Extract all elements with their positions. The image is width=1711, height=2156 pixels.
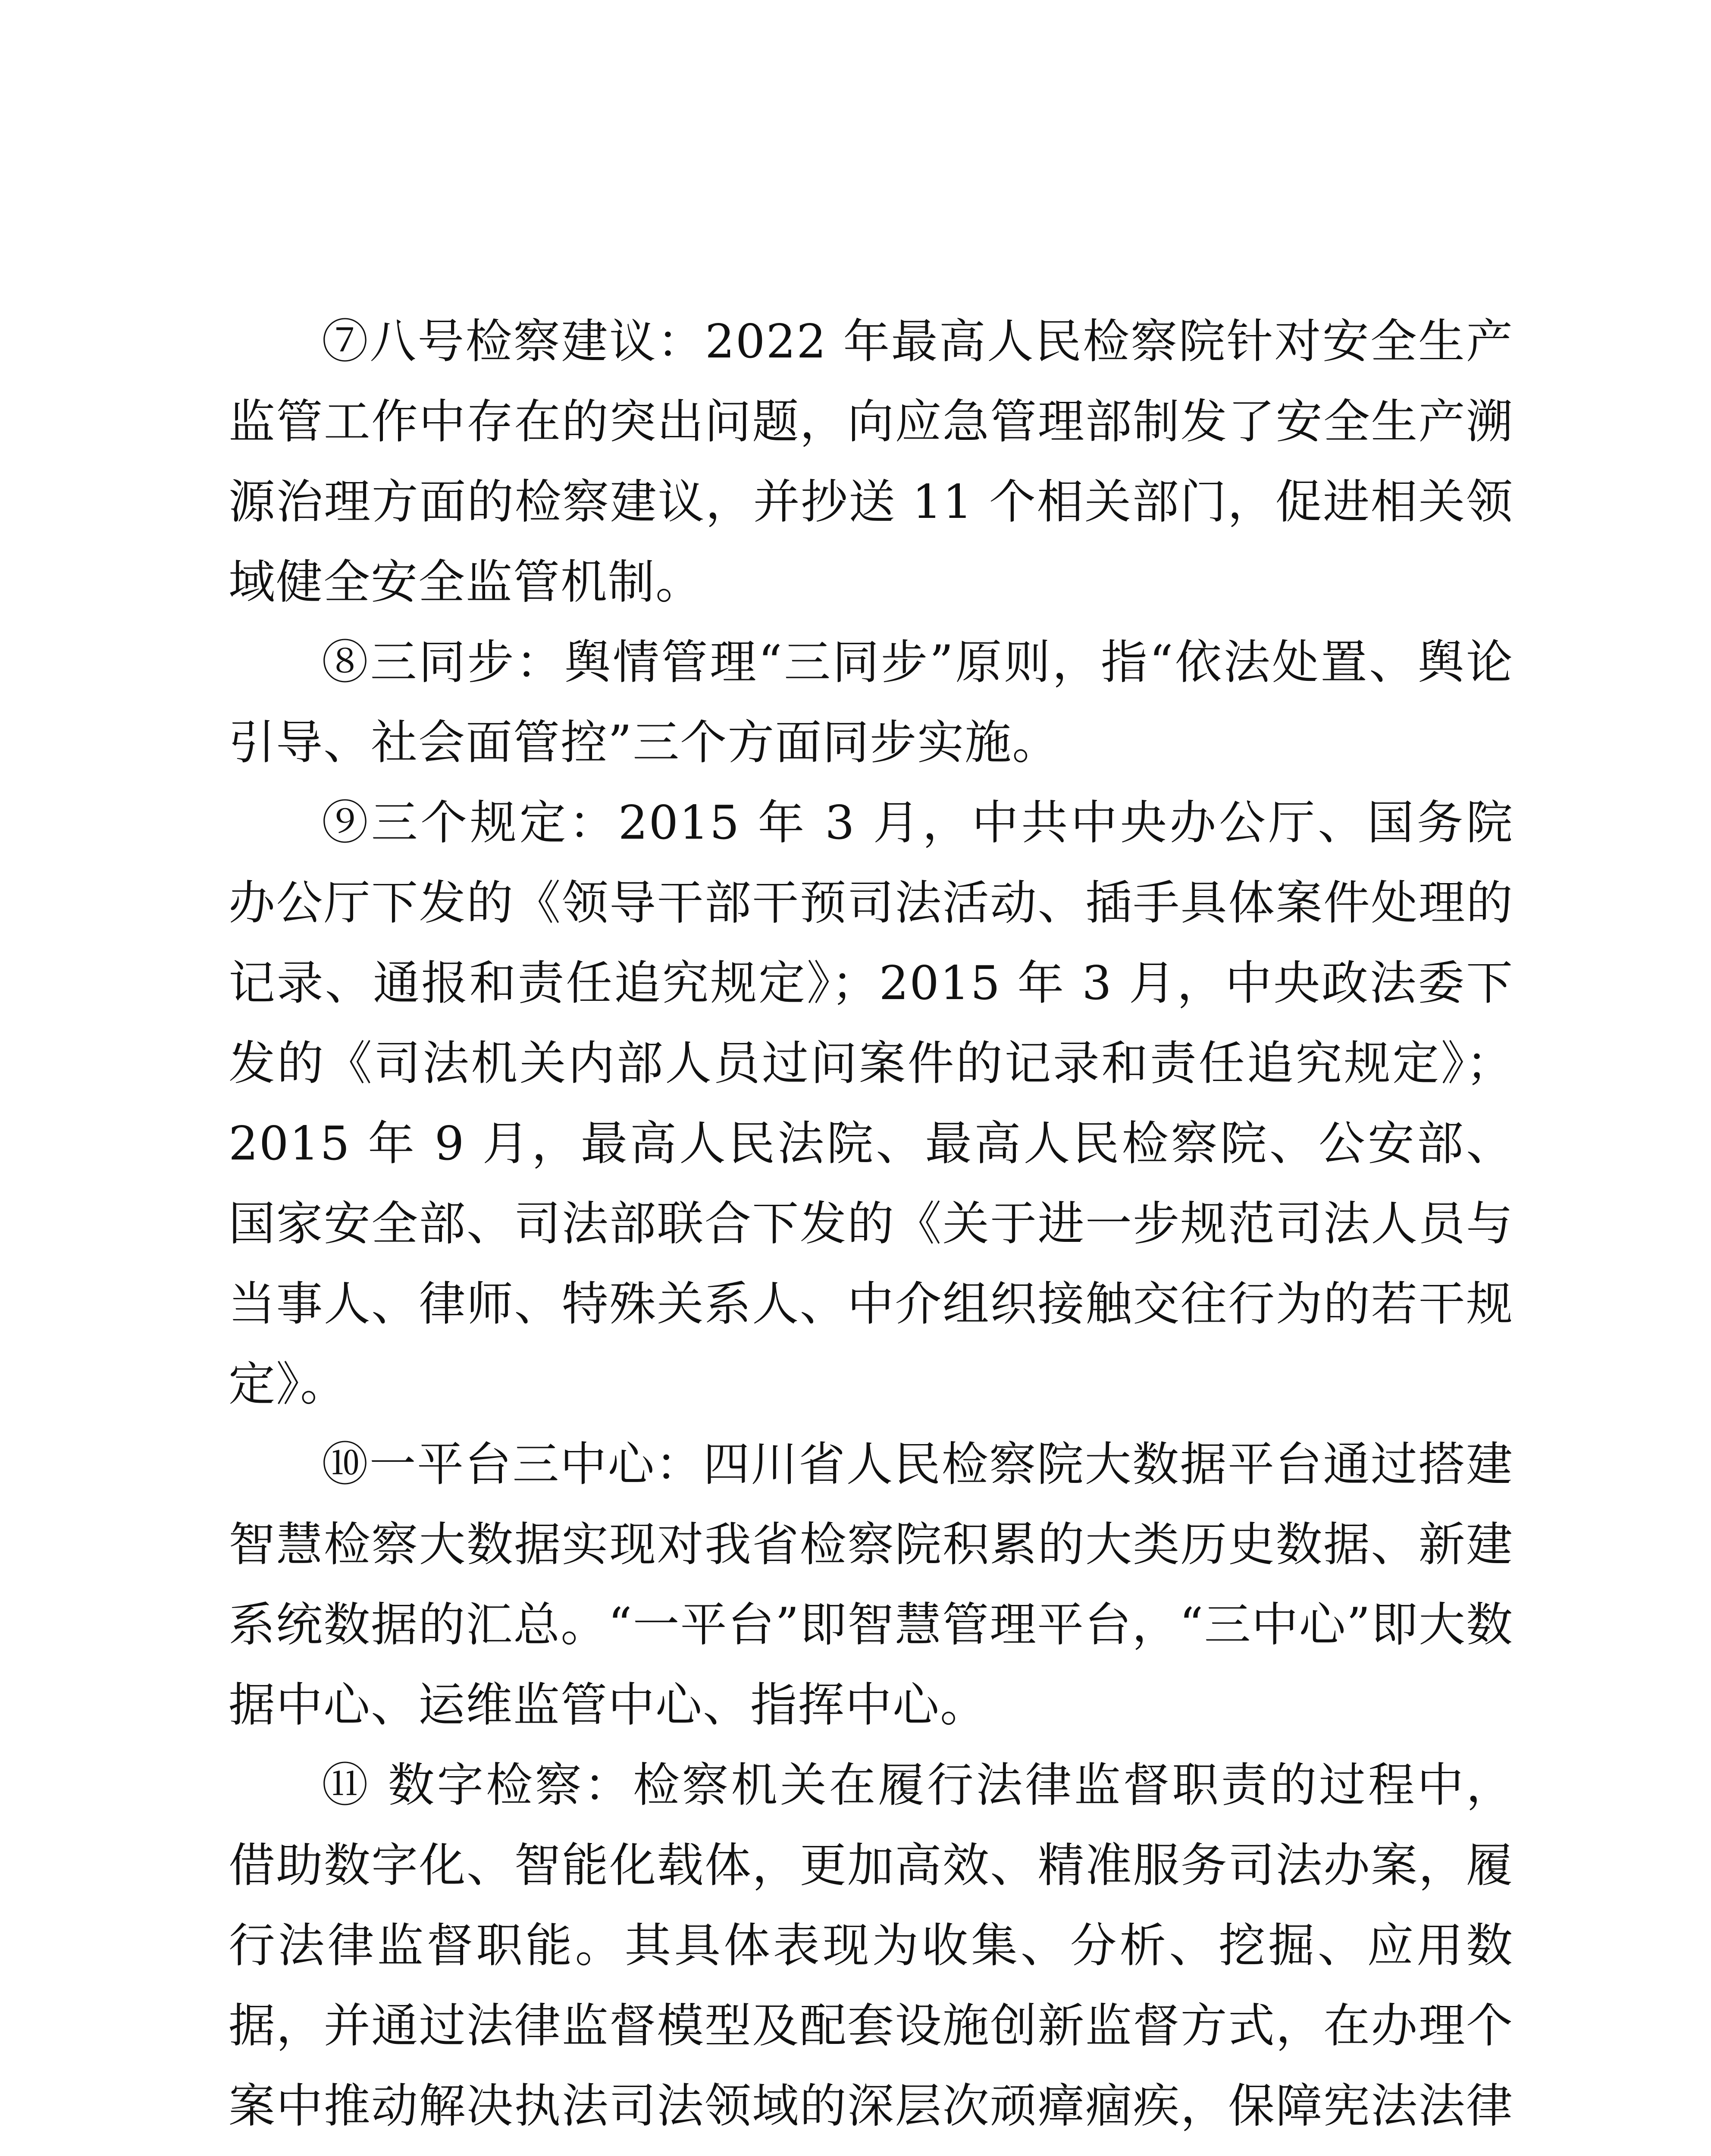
paragraph-note-10: ⑩一平台三中心：四川省人民检察院大数据平台通过搭建智慧检察大数据实现对我省检察院积累的大类历史数据、新建系统数据的汇总。“一平台”即智慧管理平台，“三中心”即大数据中心、运维监管中心、指挥中心。: [229, 1438, 1514, 1732]
paragraph-note-7: ⑦八号检察建议：2022 年最高人民检察院针对安全生产监管工作中存在的突出问题，向应急管理部制发了安全生产溯源治理方面的检察建议，并抄送 11 个相关部门，促进相关领域健全安全监管机制。: [229, 315, 1514, 609]
paragraph-note-8: ⑧三同步：舆情管理“三同步”原则，指“依法处置、舆论引导、社会面管控”三个方面同步实施。: [229, 636, 1514, 770]
paragraph-note-9: ⑨三个规定：2015 年 3 月，中共中央办公厅、国务院办公厅下发的《领导干部干预司法活动、插手具体案件处理的记录、通报和责任追究规定》；2015 年 3 月，中央政法委下发的《司法机关内部人员过问案件的记录和责任追究规定》；2015 年 9 月，最高人民法院、最高人民检察院、公安部、国家安全部、司法部联合下发的《关于进一步规范司法人员与当事人、律师、特殊关系人、中介组织接触交往行为的若干规定》。: [229, 796, 1514, 1411]
document-body: [229, 302, 1514, 2156]
paragraph-note-11: ⑪ 数字检察：检察机关在履行法律监督职责的过程中，借助数字化、智能化载体，更加高效、精准服务司法办案，履行法律监督职能。其具体表现为收集、分析、挖掘、应用数据，并通过法律监督模型及配套设施创新监督方式，在办理个案中推动解决执法司法领域的深层次顽瘴痼疾，保障宪法法律: [229, 1758, 1514, 2133]
